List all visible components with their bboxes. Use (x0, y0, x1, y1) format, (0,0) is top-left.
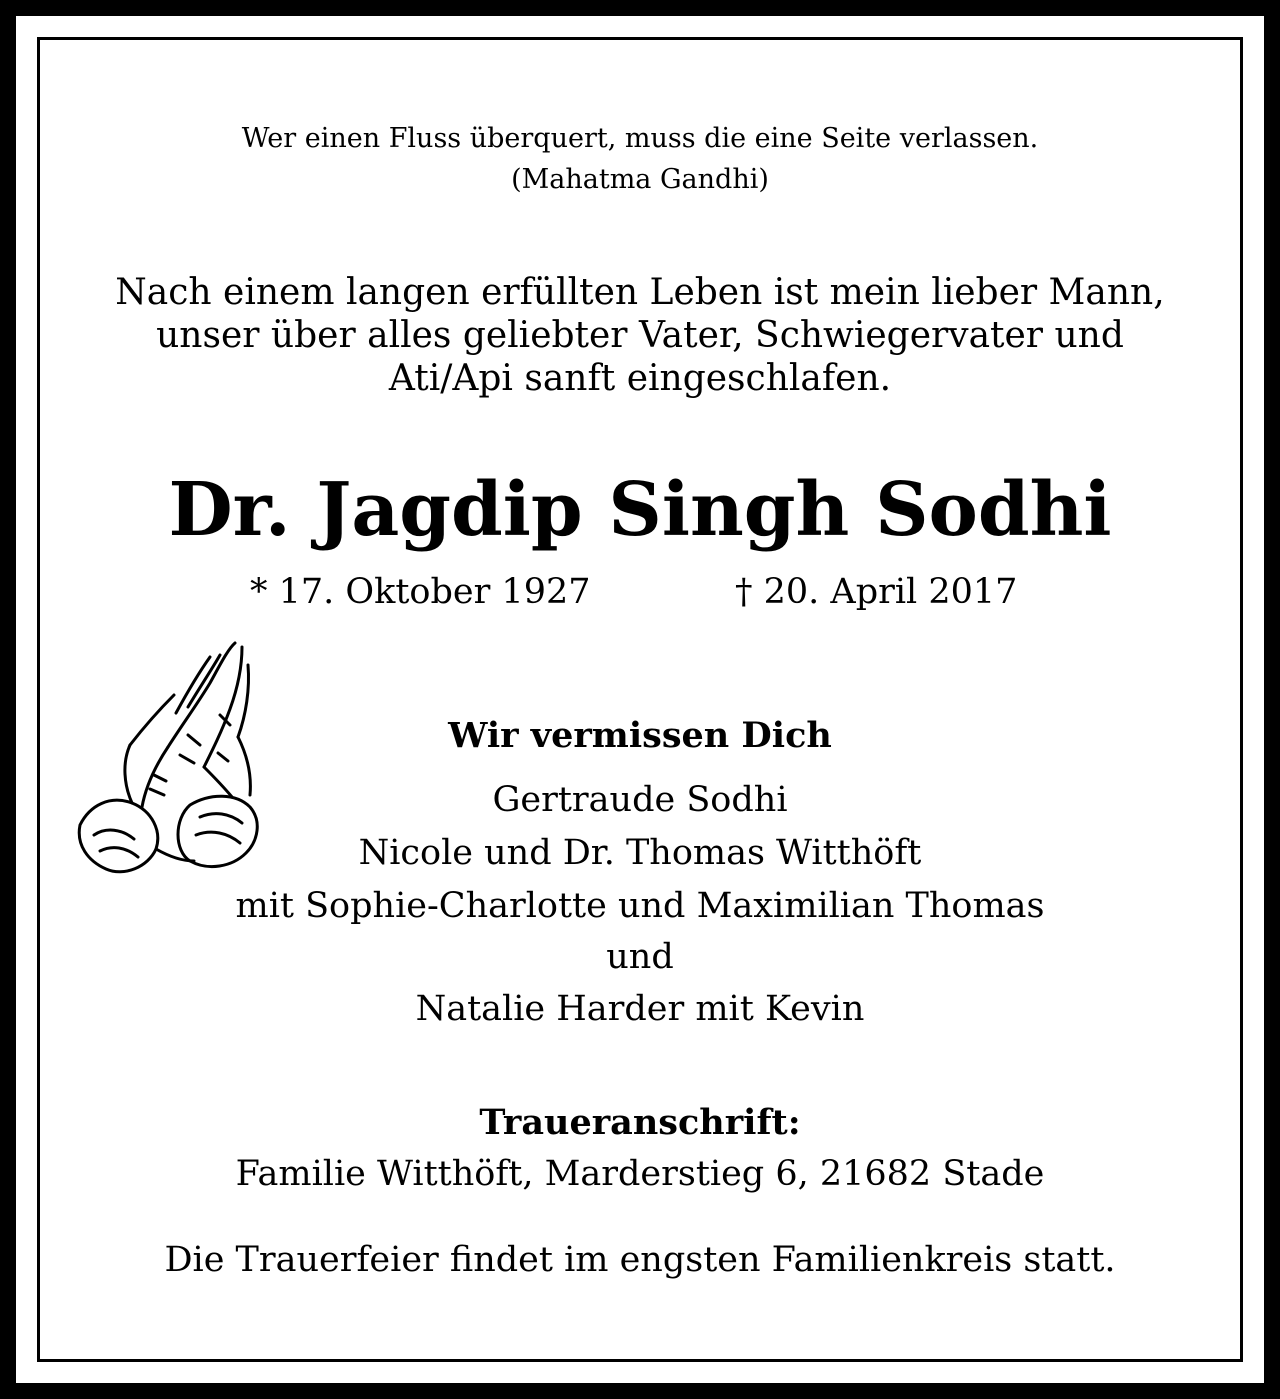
death-date: † 20. April 2017 (735, 572, 1018, 612)
address-text: Familie Witthöft, Marderstieg 6, 21682 Stade (235, 1154, 1045, 1194)
intro-line-2: unser über alles geliebter Vater, Schwiegervater und (156, 315, 1124, 356)
quote-text: Wer einen Fluss überquert, muss die eine Seite verlassen. (241, 123, 1039, 154)
intro-line-3: Ati/Api sanft eingeschlafen. (388, 358, 892, 399)
mourner-line: und (606, 937, 674, 977)
address-heading: Traueranschrift: (479, 1102, 801, 1143)
mourner-line: Gertraude Sodhi (492, 780, 788, 820)
mourner-line: Natalie Harder mit Kevin (415, 989, 865, 1029)
intro-line-1: Nach einem langen erfüllten Leben ist mein lieber Mann, (115, 272, 1165, 313)
ceremony-text: Die Trauerfeier findet im engsten Familienkreis statt. (164, 1240, 1116, 1280)
quote-author: (Mahatma Gandhi) (511, 164, 769, 195)
deceased-name: Dr. Jagdip Singh Sodhi (168, 467, 1112, 553)
birth-date: * 17. Oktober 1927 (250, 572, 591, 612)
mourner-line: Nicole und Dr. Thomas Witthöft (358, 833, 922, 873)
mourners-heading: Wir vermissen Dich (448, 715, 832, 756)
mourner-line: mit Sophie-Charlotte und Maximilian Thomas (235, 886, 1045, 926)
